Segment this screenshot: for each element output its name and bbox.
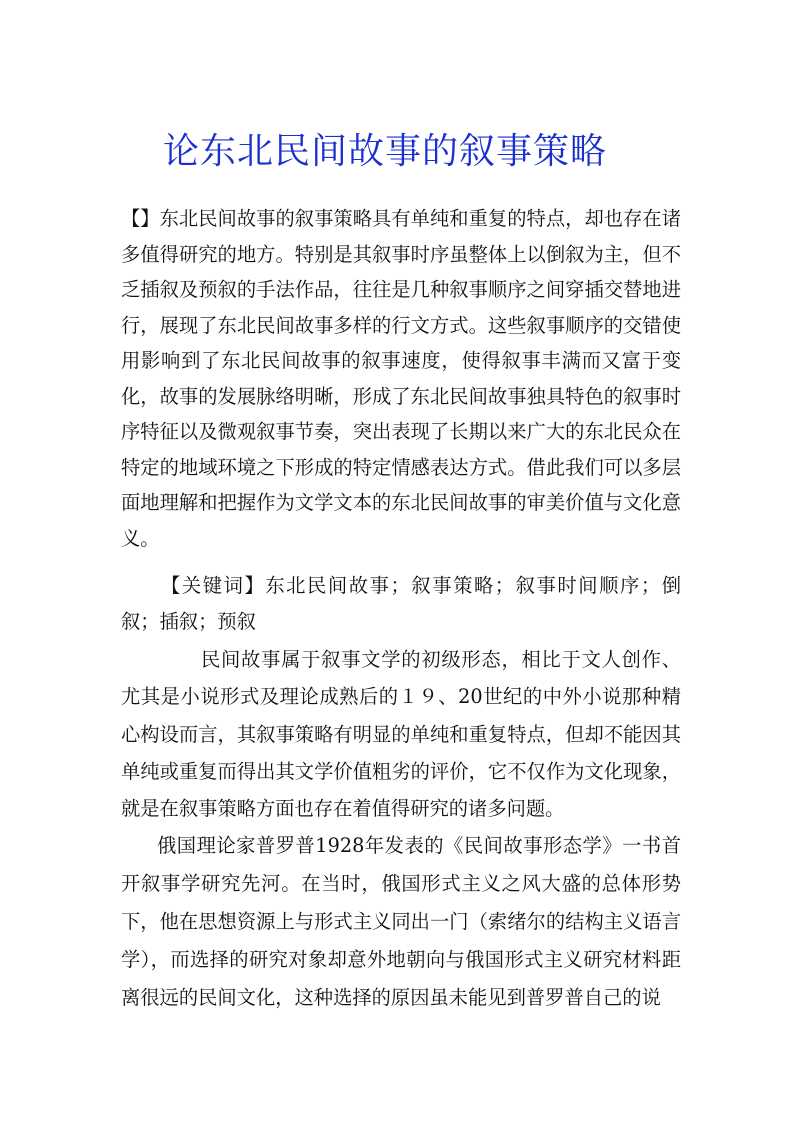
paragraph-text: 民间故事属于叙事文学的初级形态，相比于文人创作、尤其是小说形式及理论成熟后的１９、20世纪的中外小说那种精心构设而言，其叙事策略有明显的单纯和重复特点，但却不能因其单纯或重复而得出其文学价值粗劣的评价，它不仅作为文化现象，就是在叙事策略方面也存在着值得研究的诸多问题。	[121, 648, 681, 821]
document-title: 论东北民间故事的叙事策略	[162, 131, 607, 172]
paragraph-text: 俄国理论家普罗普1928年发表的《民间故事形态学》一书首开叙事学研究先河。在当时，俄国形式主义之风大盛的总体形势下，他在思想资源上与形式主义同出一门（索绪尔的结构主义语言学），而选择的研究对象却意外地朝向与俄国形式主义研究材料距离很远的民间文化，这种选择的原因虽未能见到普罗普自己的说	[121, 834, 681, 1009]
abstract-text: 【】东北民间故事的叙事策略具有单纯和重复的特点，却也存在诸多值得研究的地方。特别是其叙事时序虽整体上以倒叙为主，但不乏插叙及预叙的手法作品，往往是几种叙事顺序之间穿插交替地进行，展现了东北民间故事多样的行文方式。这些叙事顺序的交错使用影响到了东北民间故事的叙事速度，使得叙事丰满而又富于变化，故事的发展脉络明晰，形成了东北民间故事独具特色的叙事时序特征以及微观叙事节奏，突出表现了长期以来广大的东北民众在特定的地域环境之下形成的特定情感表达方式。借此我们可以多层面地理解和把握作为文学文本的东北民间故事的审美价值与文化意义。	[121, 207, 681, 550]
abstract-paragraph	[121, 201, 681, 556]
body-paragraph-2	[121, 827, 681, 1017]
keywords-paragraph	[121, 568, 681, 639]
body-paragraph-1	[121, 641, 681, 827]
keywords-text: 【关键词】东北民间故事；叙事策略；叙事时间顺序；倒叙；插叙；预叙	[121, 574, 681, 633]
